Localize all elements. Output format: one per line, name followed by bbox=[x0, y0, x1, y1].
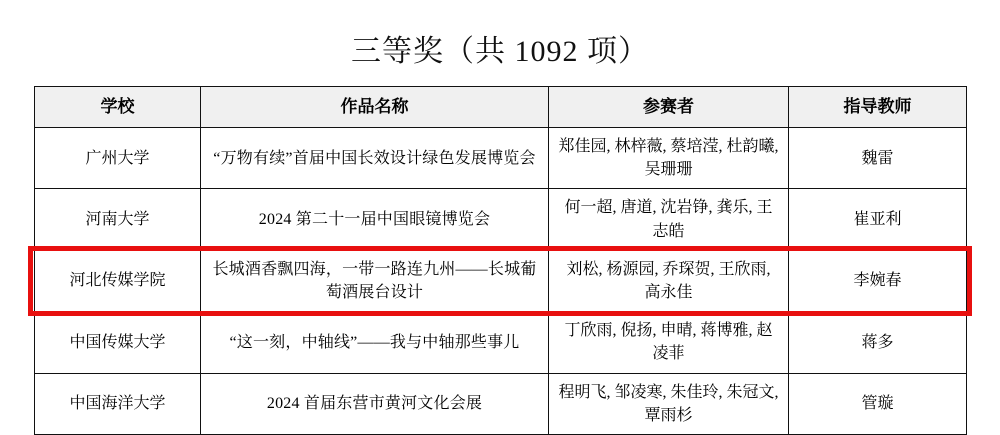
cell-work: 长城酒香飘四海，一带一路连九州——长城葡萄酒展台设计 bbox=[201, 250, 549, 311]
table-row bbox=[35, 128, 967, 189]
cell-work: “这一刻，中轴线”——我与中轴那些事儿 bbox=[201, 312, 549, 373]
cell-teacher: 魏雷 bbox=[789, 128, 967, 189]
column-header-work: 作品名称 bbox=[201, 87, 549, 128]
award-table bbox=[34, 86, 967, 435]
column-header-entrants: 参赛者 bbox=[549, 87, 789, 128]
column-header-teacher: 指导教师 bbox=[789, 87, 967, 128]
cell-school: 河北传媒学院 bbox=[35, 250, 201, 311]
cell-entrants: 程明飞, 邹凌寒, 朱佳玲, 朱冠文, 覃雨杉 bbox=[549, 373, 789, 434]
table-body bbox=[35, 128, 967, 435]
cell-work: 2024 首届东营市黄河文化会展 bbox=[201, 373, 549, 434]
table-row bbox=[35, 373, 967, 434]
cell-entrants: 刘松, 杨源园, 乔琛贺, 王欣雨, 高永佳 bbox=[549, 250, 789, 311]
cell-teacher: 管璇 bbox=[789, 373, 967, 434]
cell-teacher: 崔亚利 bbox=[789, 189, 967, 250]
cell-entrants: 何一超, 唐道, 沈岩铮, 龚乐, 王志皓 bbox=[549, 189, 789, 250]
award-table-container bbox=[34, 86, 966, 435]
cell-entrants: 丁欣雨, 倪扬, 申晴, 蒋博雅, 赵凌菲 bbox=[549, 312, 789, 373]
cell-entrants: 郑佳园, 林梓薇, 蔡培滢, 杜韵曦, 吴珊珊 bbox=[549, 128, 789, 189]
column-header-school: 学校 bbox=[35, 87, 201, 128]
cell-work: 2024 第二十一届中国眼镜博览会 bbox=[201, 189, 549, 250]
cell-teacher: 李婉春 bbox=[789, 250, 967, 311]
cell-school: 广州大学 bbox=[35, 128, 201, 189]
page-title: 三等奖（共 1092 项） bbox=[351, 35, 649, 68]
cell-school: 中国传媒大学 bbox=[35, 312, 201, 373]
table-row bbox=[35, 189, 967, 250]
cell-teacher: 蒋多 bbox=[789, 312, 967, 373]
table-row bbox=[35, 312, 967, 373]
cell-school: 河南大学 bbox=[35, 189, 201, 250]
table-header-row bbox=[35, 87, 967, 128]
table-row-highlighted bbox=[35, 250, 967, 311]
cell-work: “万物有续”首届中国长效设计绿色发展博览会 bbox=[201, 128, 549, 189]
cell-school: 中国海洋大学 bbox=[35, 373, 201, 434]
table-header bbox=[35, 87, 967, 128]
